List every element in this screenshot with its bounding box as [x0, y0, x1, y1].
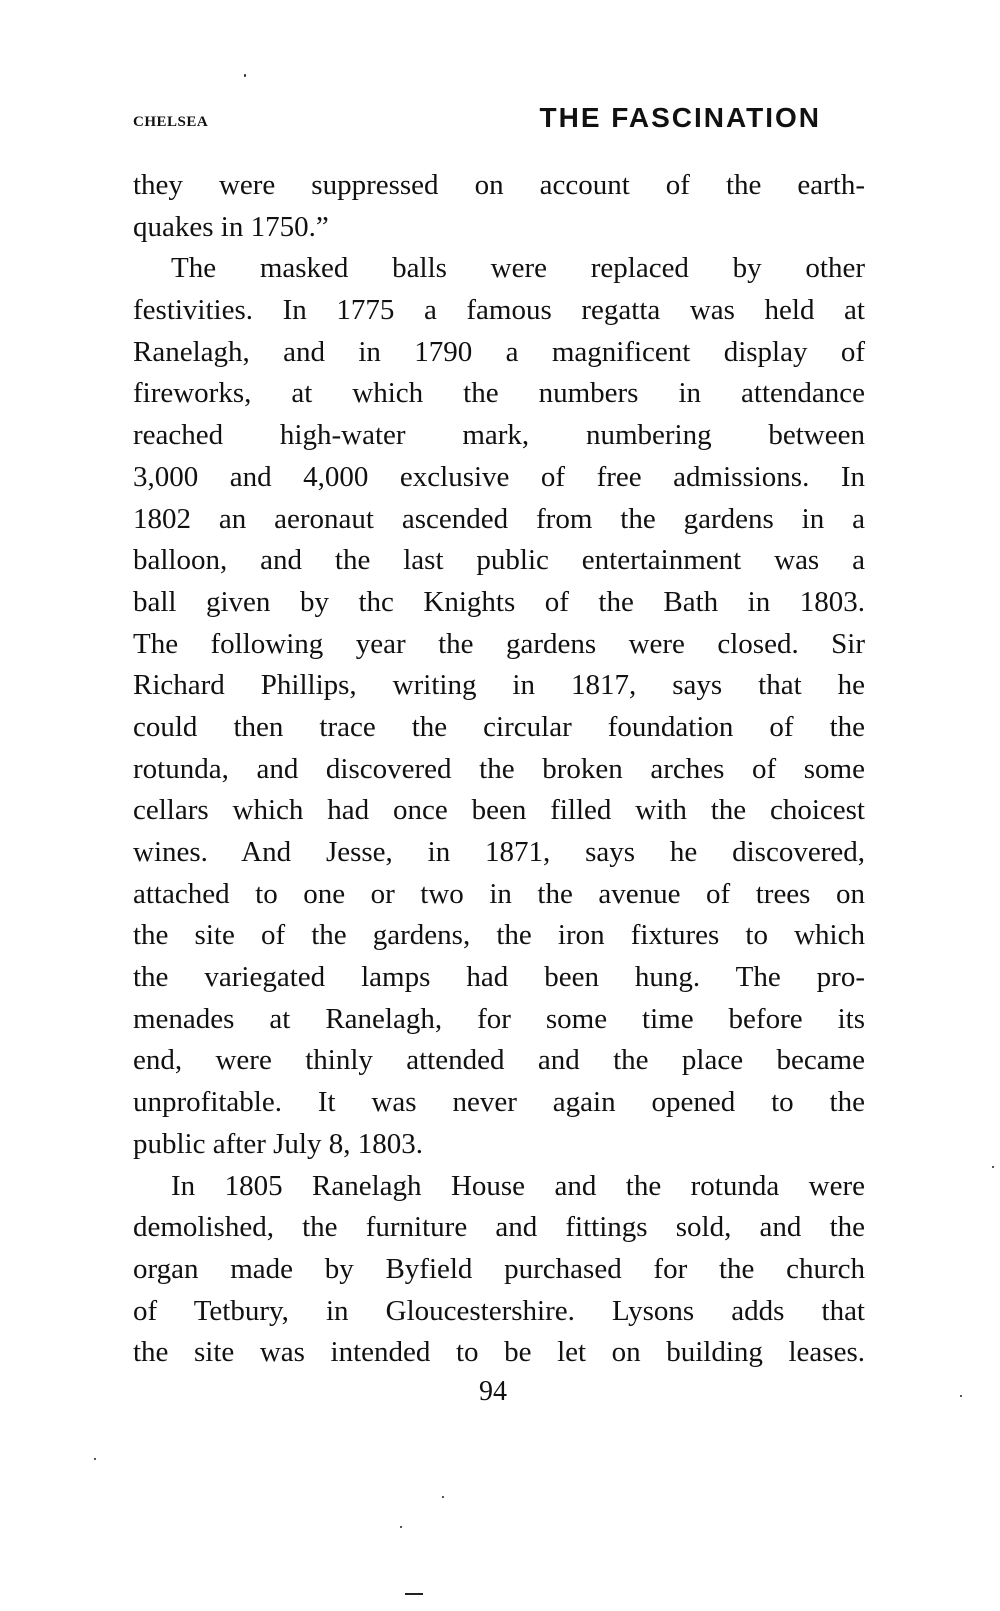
paragraph-3 [133, 1166, 865, 1374]
scan-dash-mark [405, 1593, 423, 1595]
text-line: they were suppressed on account of the earth- [133, 169, 865, 201]
text-line: festivities. In 1775 a famous regatta was held at [133, 294, 865, 327]
chapter-title: THE FASCINATION [539, 102, 821, 133]
text-line: public after July 8, 1803. [133, 1127, 423, 1160]
text-line: quakes in 1750.” [133, 210, 329, 243]
running-head [133, 100, 865, 144]
text-line: cellars which had once been filled with the choicest [133, 794, 865, 827]
scan-speck [94, 1458, 96, 1460]
text-line: the site of the gardens, the iron fixtures to which [133, 919, 865, 952]
text-line: ball given by thc Knights of the Bath in 1803. [133, 585, 865, 618]
text-line: 3,000 and 4,000 exclusive of free admissions. In [133, 460, 865, 493]
scan-speck [992, 1166, 994, 1168]
text-line: rotunda, and discovered the broken arches of some [133, 752, 865, 785]
text-line: The following year the gardens were closed. Sir [133, 627, 865, 660]
text-line: attached to one or two in the avenue of trees on [133, 877, 865, 910]
book-page [133, 100, 865, 1408]
paragraph-2 [133, 248, 865, 1165]
text-line: the variegated lamps had been hung. The pro- [133, 961, 865, 994]
text-line: organ made by Byfield purchased for the church [133, 1252, 865, 1285]
paragraph-1 [133, 165, 865, 248]
text-line: reached high-water mark, numbering between [133, 419, 865, 452]
body-text [133, 165, 865, 1374]
scan-speck [244, 74, 246, 77]
text-line: demolished, the furniture and fittings sold, and the [133, 1211, 865, 1244]
text-line: fireworks, at which the numbers in attendance [133, 377, 865, 410]
text-line: Richard Phillips, writing in 1817, says that he [133, 669, 865, 702]
section-label: CHELSEA [133, 114, 209, 130]
text-line: could then trace the circular foundation of the [133, 710, 865, 743]
scan-speck [442, 1496, 444, 1498]
text-line: end, were thinly attended and the place became [133, 1044, 865, 1077]
text-line: the site was intended to be let on building leases. [133, 1336, 865, 1369]
text-line: 1802 an aeronaut ascended from the gardens in a [133, 502, 865, 535]
text-line: menades at Ranelagh, for some time before its [133, 1002, 865, 1035]
text-line: balloon, and the last public entertainment was a [133, 544, 865, 577]
text-line: of Tetbury, in Gloucestershire. Lysons adds that [133, 1294, 865, 1327]
text-line: wines. And Jesse, in 1871, says he discovered, [133, 836, 865, 868]
text-line: unprofitable. It was never again opened to the [133, 1086, 865, 1119]
scan-speck [960, 1395, 962, 1397]
scan-speck [400, 1526, 402, 1528]
text-line: In 1805 Ranelagh House and the rotunda were [171, 1169, 865, 1202]
page-number: 94 [479, 1375, 507, 1407]
text-line: Ranelagh, and in 1790 a magnificent display of [133, 335, 865, 368]
text-line: The masked balls were replaced by other [171, 252, 865, 285]
